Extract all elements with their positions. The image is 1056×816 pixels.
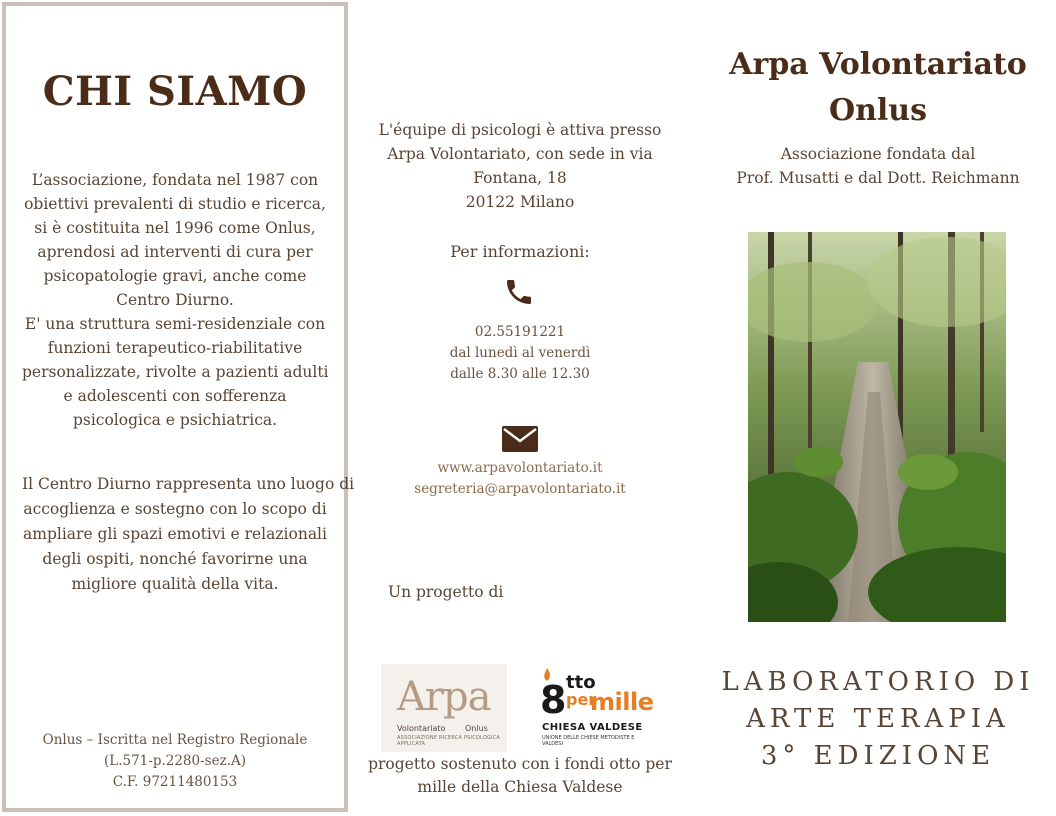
text-line: L'équipe di psicologi è attiva presso — [378, 121, 662, 139]
text-line: Centro Diurno. — [116, 291, 234, 309]
arpa-logo — [381, 664, 507, 752]
title-line: Arpa Volontariato — [729, 47, 1027, 82]
text-line: personalizzate, rivolte a pazienti adulti — [22, 363, 329, 381]
title-line: 3° EDIZIONE — [760, 741, 996, 771]
chi-siamo-title: CHI SIAMO — [42, 68, 308, 115]
text-line: Il Centro Diurno rappresenta uno luogo di — [22, 475, 355, 493]
text-line: Onlus – Iscritta nel Registro Regionale — [42, 732, 308, 748]
arpa-logo-sub-left: Volontariato — [397, 724, 446, 733]
registration-footer — [16, 730, 334, 793]
text-line: degli ospiti, nonché favorirne una — [42, 550, 308, 568]
title-line: LABORATORIO DI — [721, 667, 1035, 697]
web-contacts — [360, 458, 680, 500]
text-line: funzioni terapeutico-riabilitative — [47, 339, 303, 357]
address-block — [360, 118, 680, 214]
text-line: psicologica e psichiatrica. — [72, 411, 278, 429]
founders-subtitle — [718, 142, 1038, 190]
info-label: Per informazioni: — [450, 242, 590, 261]
chi-siamo-panel — [2, 2, 355, 812]
opening-days: dal lunedì al venerdì — [449, 345, 591, 361]
otto-mille: mille — [590, 688, 654, 716]
chi-siamo-paragraph-2 — [22, 472, 355, 597]
text-line: Arpa Volontariato, con sede in via — [387, 145, 653, 163]
website-link[interactable]: www.arpavolontariato.it — [437, 460, 603, 476]
arpa-logo-tagline: ASSOCIAZIONE RICERCA PSICOLOGICA APPLICATA — [397, 735, 501, 747]
text-line: psicopatologie gravi, anche come — [43, 267, 307, 285]
text-line: (L.571-p.2280-sez.A) — [103, 753, 247, 769]
text-line: obiettivi prevalenti di studio e ricerca, — [24, 195, 326, 213]
text-line: E' una struttura semi-residenziale con — [24, 315, 326, 333]
title-line: Onlus — [828, 93, 928, 128]
email-link[interactable]: segreteria@arpavolontariato.it — [414, 481, 626, 497]
text-line: ampliare gli spazi emotivi e relazionali — [23, 525, 327, 543]
otto-tto: tto — [566, 672, 596, 693]
title-line: ARTE TERAPIA — [746, 704, 1010, 734]
text-line: e adolescenti con sofferenza — [63, 387, 287, 405]
progetto-label: Un progetto di — [388, 583, 504, 601]
phone-details — [360, 322, 680, 385]
cover-panel — [718, 0, 1038, 816]
organization-title — [718, 42, 1038, 134]
arpa-logo-name: Arpa — [397, 674, 491, 720]
text-line: Associazione fondata dal — [780, 145, 976, 163]
chi-siamo-paragraph-1 — [22, 168, 328, 432]
text-line: L’associazione, fondata nel 1987 con — [31, 171, 319, 189]
phone-icon — [503, 276, 535, 308]
envelope-icon — [502, 426, 538, 452]
laboratorio-title — [718, 664, 1038, 775]
arpa-logo-sub-right: Onlus — [465, 724, 488, 733]
text-line: si è costituita nel 1996 come Onlus, — [34, 219, 316, 237]
text-line: accoglienza e sostegno con lo scopo di — [23, 500, 327, 518]
text-line: aprendosi ad interventi di cura per — [37, 243, 313, 261]
forest-photo — [748, 232, 1006, 622]
otto-chiesa: CHIESA VALDESE — [542, 722, 643, 733]
funding-note — [360, 753, 680, 799]
text-line: C.F. 97211480153 — [112, 774, 238, 790]
text-line: migliore qualità della vita. — [71, 575, 279, 593]
text-line: progetto sostenuto con i fondi otto per — [368, 755, 672, 773]
otto-digit: 8 — [540, 678, 567, 722]
text-line: mille della Chiesa Valdese — [417, 778, 623, 796]
text-line: Prof. Musatti e dal Dott. Reichmann — [736, 169, 1020, 187]
text-line: Fontana, 18 — [473, 169, 567, 187]
phone-number[interactable]: 02.55191221 — [474, 324, 566, 340]
otto-per: per — [566, 690, 597, 709]
text-line: 20122 Milano — [465, 193, 575, 211]
opening-hours: dalle 8.30 alle 12.30 — [450, 366, 590, 382]
otto-union: UNIONE DELLE CHIESE METODISTE E VALDESI — [542, 735, 635, 747]
otto-per-mille-logo — [536, 668, 656, 746]
contacts-panel — [360, 0, 680, 816]
